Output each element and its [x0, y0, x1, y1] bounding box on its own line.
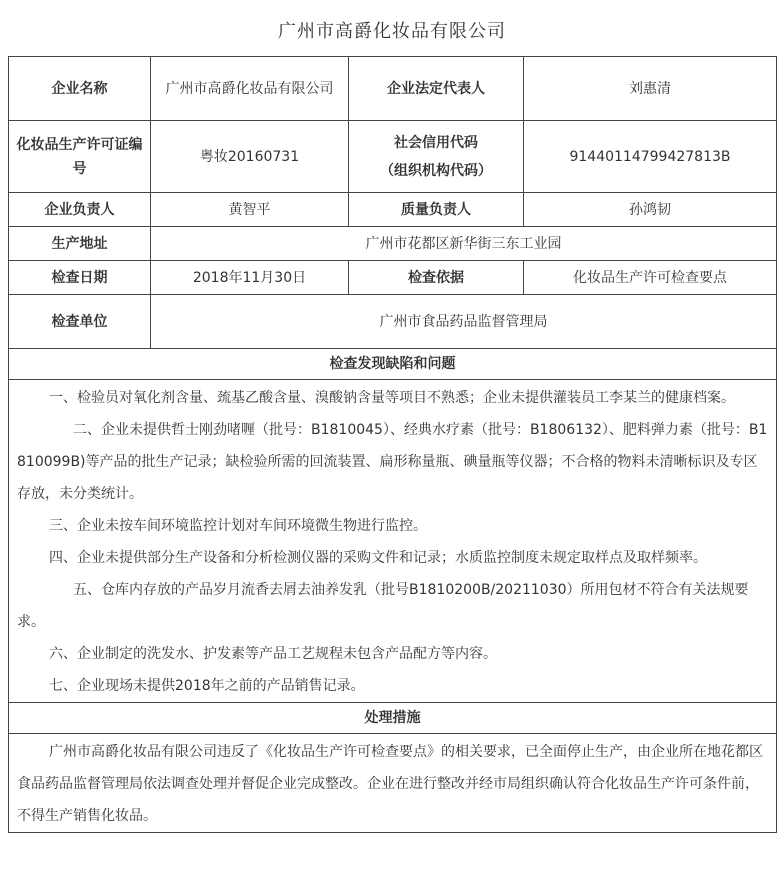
row-measures-heading	[9, 703, 777, 734]
findings-body	[9, 380, 777, 703]
finding-item-6: 六、企业制定的洗发水、护发素等产品工艺规程未包含产品配方等内容。	[49, 646, 497, 662]
quality-value: 孙鸿韧	[524, 193, 777, 227]
manager-value: 黄智平	[151, 193, 349, 227]
company-label: 企业名称	[9, 57, 151, 121]
manager-label: 企业负责人	[9, 193, 151, 227]
row-manager	[9, 193, 777, 227]
unit-label: 检查单位	[9, 295, 151, 349]
findings-heading: 检查发现缺陷和问题	[9, 349, 777, 380]
row-license	[9, 121, 777, 193]
finding-item-4: 四、企业未提供部分生产设备和分析检测仪器的采购文件和记录；水质监控制度未规定取样点及取样频率。	[49, 550, 707, 566]
row-measures-body	[9, 734, 777, 833]
credit-label-line2: （组织机构代码）	[380, 162, 492, 179]
credit-label-line1: 社会信用代码	[394, 134, 478, 151]
legal-rep-value: 刘惠清	[524, 57, 777, 121]
row-findings-heading	[9, 349, 777, 380]
finding-item-1: 一、检验员对氧化剂含量、巯基乙酸含量、溴酸钠含量等项目不熟悉；企业未提供灌装员工李某兰的健康档案。	[49, 390, 735, 406]
legal-rep-label: 企业法定代表人	[349, 57, 524, 121]
finding-item-5: 五、仓库内存放的产品岁月流香去屑去油养发乳（批号B1810200B/20211030）所用包材不符合有关法规要求。	[17, 582, 749, 630]
row-findings-body	[9, 380, 777, 703]
measures-text: 广州市高爵化妆品有限公司违反了《化妆品生产许可检查要点》的相关要求，已全面停止生产，由企业所在地花都区食品药品监督管理局依法调查处理并督促企业完成整改。企业在进行整改并经市局组织确认符合化妆品生产许可条件前，不得生产销售化妆品。	[17, 744, 763, 824]
inspection-table	[8, 56, 777, 833]
date-value: 2018年11月30日	[151, 261, 349, 295]
unit-value: 广州市食品药品监督管理局	[151, 295, 777, 349]
row-date	[9, 261, 777, 295]
address-value: 广州市花都区新华街三东工业园	[151, 227, 777, 261]
finding-item-2: 二、企业未提供哲士刚劲啫喱（批号：B1810045）、经典水疗素（批号：B1806132）、肥料弹力素（批号：B1810099B)等产品的批生产记录；缺检验所需的回流装置、扁形称量瓶、碘量瓶等仪器；不合格的物料未清晰标识及专区存放，未分类统计。	[17, 422, 768, 502]
company-value: 广州市高爵化妆品有限公司	[151, 57, 349, 121]
quality-label: 质量负责人	[349, 193, 524, 227]
license-label: 化妆品生产许可证编号	[9, 121, 151, 193]
row-unit	[9, 295, 777, 349]
address-label: 生产地址	[9, 227, 151, 261]
credit-label	[349, 121, 524, 193]
credit-value: 91440114799427813B	[524, 121, 777, 193]
basis-value: 化妆品生产许可检查要点	[524, 261, 777, 295]
license-value: 粤妆20160731	[151, 121, 349, 193]
finding-item-7: 七、企业现场未提供2018年之前的产品销售记录。	[49, 678, 365, 694]
finding-item-3: 三、企业未按车间环境监控计划对车间环境微生物进行监控。	[49, 518, 427, 534]
document-title: 广州市高爵化妆品有限公司	[278, 21, 506, 42]
row-company	[9, 57, 777, 121]
row-address	[9, 227, 777, 261]
measures-heading: 处理措施	[9, 703, 777, 734]
basis-label: 检查依据	[349, 261, 524, 295]
measures-body	[9, 734, 777, 833]
date-label: 检查日期	[9, 261, 151, 295]
